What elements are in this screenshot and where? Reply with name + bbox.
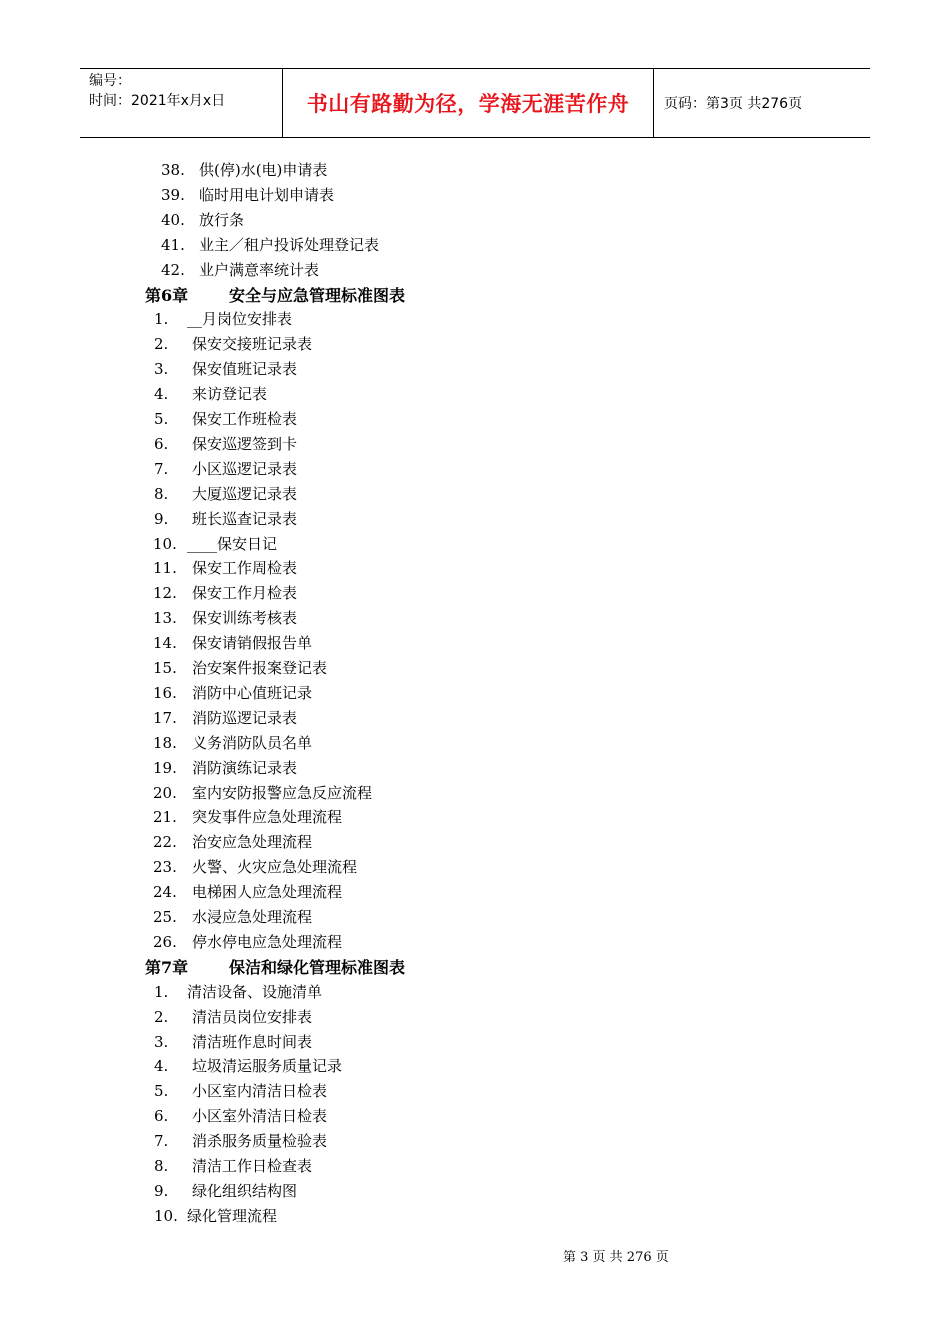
toc-item-title: 电梯困人应急处理流程: [192, 883, 343, 902]
toc-item-title: 水浸应急处理流程: [192, 908, 313, 926]
toc-item-number: 20.: [153, 783, 177, 802]
toc-item-title: 保安训练考核表: [192, 609, 298, 628]
toc-item-number: 9.: [154, 1181, 169, 1200]
toc-item-number: 7.: [154, 1132, 169, 1151]
toc-item-title: 消防中心值班记录: [192, 683, 313, 702]
toc-item-number: 42.: [161, 260, 185, 279]
toc-item-number: 40.: [161, 210, 185, 229]
toc-item-title: 保安工作月检表: [192, 584, 298, 603]
toc-item-title: 保安请销假报告单: [192, 634, 313, 653]
toc-item-title: 保安工作周检表: [192, 559, 298, 578]
toc-item-title: 消防演练记录表: [192, 758, 298, 777]
toc-item-title: 绿化组织结构图: [192, 1181, 298, 1200]
toc-item-number: 2.: [154, 335, 169, 354]
toc-item-number: 15.: [153, 659, 177, 677]
toc-item-title: 业主／租户投诉处理登记表: [199, 235, 380, 254]
toc-item-number: 13.: [153, 609, 177, 628]
toc-item-number: 19.: [153, 758, 177, 777]
toc-item-number: 6.: [154, 434, 169, 453]
toc-item-number: 16.: [153, 683, 177, 702]
toc-item-number: 10.: [154, 1206, 178, 1225]
toc-item-title: 来访登记表: [192, 385, 268, 404]
toc-item-title: 小区室外清洁日检表: [192, 1107, 328, 1126]
toc-item-title: 治安案件报案登记表: [192, 659, 328, 677]
toc-item-number: 22.: [153, 833, 177, 852]
toc-item-number: 5.: [154, 410, 169, 428]
toc-item-title: 保安巡逻签到卡: [192, 434, 298, 453]
toc-item-number: 41.: [161, 235, 185, 254]
toc-item-title: 大厦巡逻记录表: [192, 484, 298, 503]
toc-item-title: 清洁班作息时间表: [192, 1032, 313, 1051]
toc-item-title: 小区室内清洁日检表: [192, 1082, 328, 1101]
toc-item-title: 室内安防报警应急反应流程: [192, 783, 373, 802]
chapter-number: 第6章: [145, 285, 189, 305]
toc-item-title: 清洁员岗位安排表: [192, 1007, 313, 1026]
toc-item-title: 突发事件应急处理流程: [192, 808, 343, 827]
chapter-title: 保洁和绿化管理标准图表: [229, 957, 406, 977]
toc-item-title: 保安交接班记录表: [192, 335, 313, 354]
page-header: [80, 68, 870, 138]
toc-item-number: 7.: [154, 459, 169, 478]
toc-item-title: 保安值班记录表: [192, 360, 298, 379]
toc-item-title: 停水停电应急处理流程: [192, 932, 343, 951]
toc-item-number: 3.: [154, 360, 169, 379]
toc-item-title: 治安应急处理流程: [192, 833, 313, 852]
toc-item-title: ____保安日记: [187, 534, 278, 553]
chapter-number: 第7章: [145, 957, 189, 977]
toc-item-number: 18.: [153, 733, 177, 752]
toc-item-number: 3.: [154, 1032, 169, 1051]
page-footer: [0, 1246, 950, 1266]
toc-item-number: 12.: [153, 584, 177, 603]
header-motto-cell: [282, 69, 654, 137]
toc-item-number: 11.: [153, 559, 177, 578]
toc-item-number: 38.: [161, 161, 185, 179]
toc-item-number: 25.: [153, 908, 177, 926]
chapter-title: 安全与应急管理标准图表: [229, 285, 406, 305]
toc-item-title: 小区巡逻记录表: [192, 459, 298, 478]
toc-item-title: 垃圾清运服务质量记录: [192, 1057, 343, 1076]
document-number-label: 编号：: [89, 73, 131, 89]
toc-item-number: 17.: [153, 708, 177, 727]
toc-item-title: 临时用电计划申请表: [199, 185, 335, 204]
toc-item-number: 39.: [161, 185, 185, 204]
toc-item-number: 23.: [153, 858, 177, 877]
toc-item-title: 清洁设备、设施清单: [187, 982, 323, 1001]
toc-item-number: 5.: [154, 1082, 169, 1101]
toc-item-number: 10.: [153, 534, 177, 553]
toc-item-title: 保安工作班检表: [192, 410, 298, 428]
toc-item-title: 放行条: [199, 210, 245, 229]
toc-item-title: 绿化管理流程: [187, 1206, 278, 1225]
toc-item-number: 21.: [153, 808, 177, 827]
toc-item-title: 班长巡查记录表: [192, 509, 298, 528]
document-time-label: 时间：2021年x月x日: [89, 93, 226, 109]
toc-item-title: 供(停)水(电)申请表: [199, 161, 328, 179]
toc-item-title: 火警、火灾应急处理流程: [192, 858, 358, 877]
toc-item-number: 6.: [154, 1107, 169, 1126]
header-meta: [80, 69, 282, 137]
footer-page-number: 第 3 页 共 276 页: [563, 1250, 669, 1265]
toc-item-number: 24.: [153, 883, 177, 902]
toc-item-title: 消防巡逻记录表: [192, 708, 298, 727]
toc-item-number: 26.: [153, 932, 177, 951]
toc-item-number: 14.: [153, 634, 177, 653]
toc-item-number: 4.: [154, 1057, 169, 1076]
header-motto: 书山有路勤为径，学海无涯苦作舟: [306, 92, 630, 116]
toc-item-number: 1.: [154, 310, 169, 329]
header-page-info: 页码：第3页 共276页: [664, 96, 803, 112]
toc-item-title: 消杀服务质量检验表: [192, 1132, 328, 1151]
toc-item-number: 1.: [154, 982, 169, 1001]
toc-item-title: 业户满意率统计表: [199, 260, 320, 279]
toc-item-number: 8.: [154, 1157, 169, 1175]
toc-item-number: 2.: [154, 1007, 169, 1026]
toc-item-title: 清洁工作日检查表: [192, 1157, 313, 1175]
toc-item-number: 4.: [154, 385, 169, 404]
toc-item-number: 8.: [154, 484, 169, 503]
toc-item-number: 9.: [154, 509, 169, 528]
toc-item-title: 义务消防队员名单: [192, 733, 313, 752]
toc-item-title: __月岗位安排表: [187, 310, 293, 329]
